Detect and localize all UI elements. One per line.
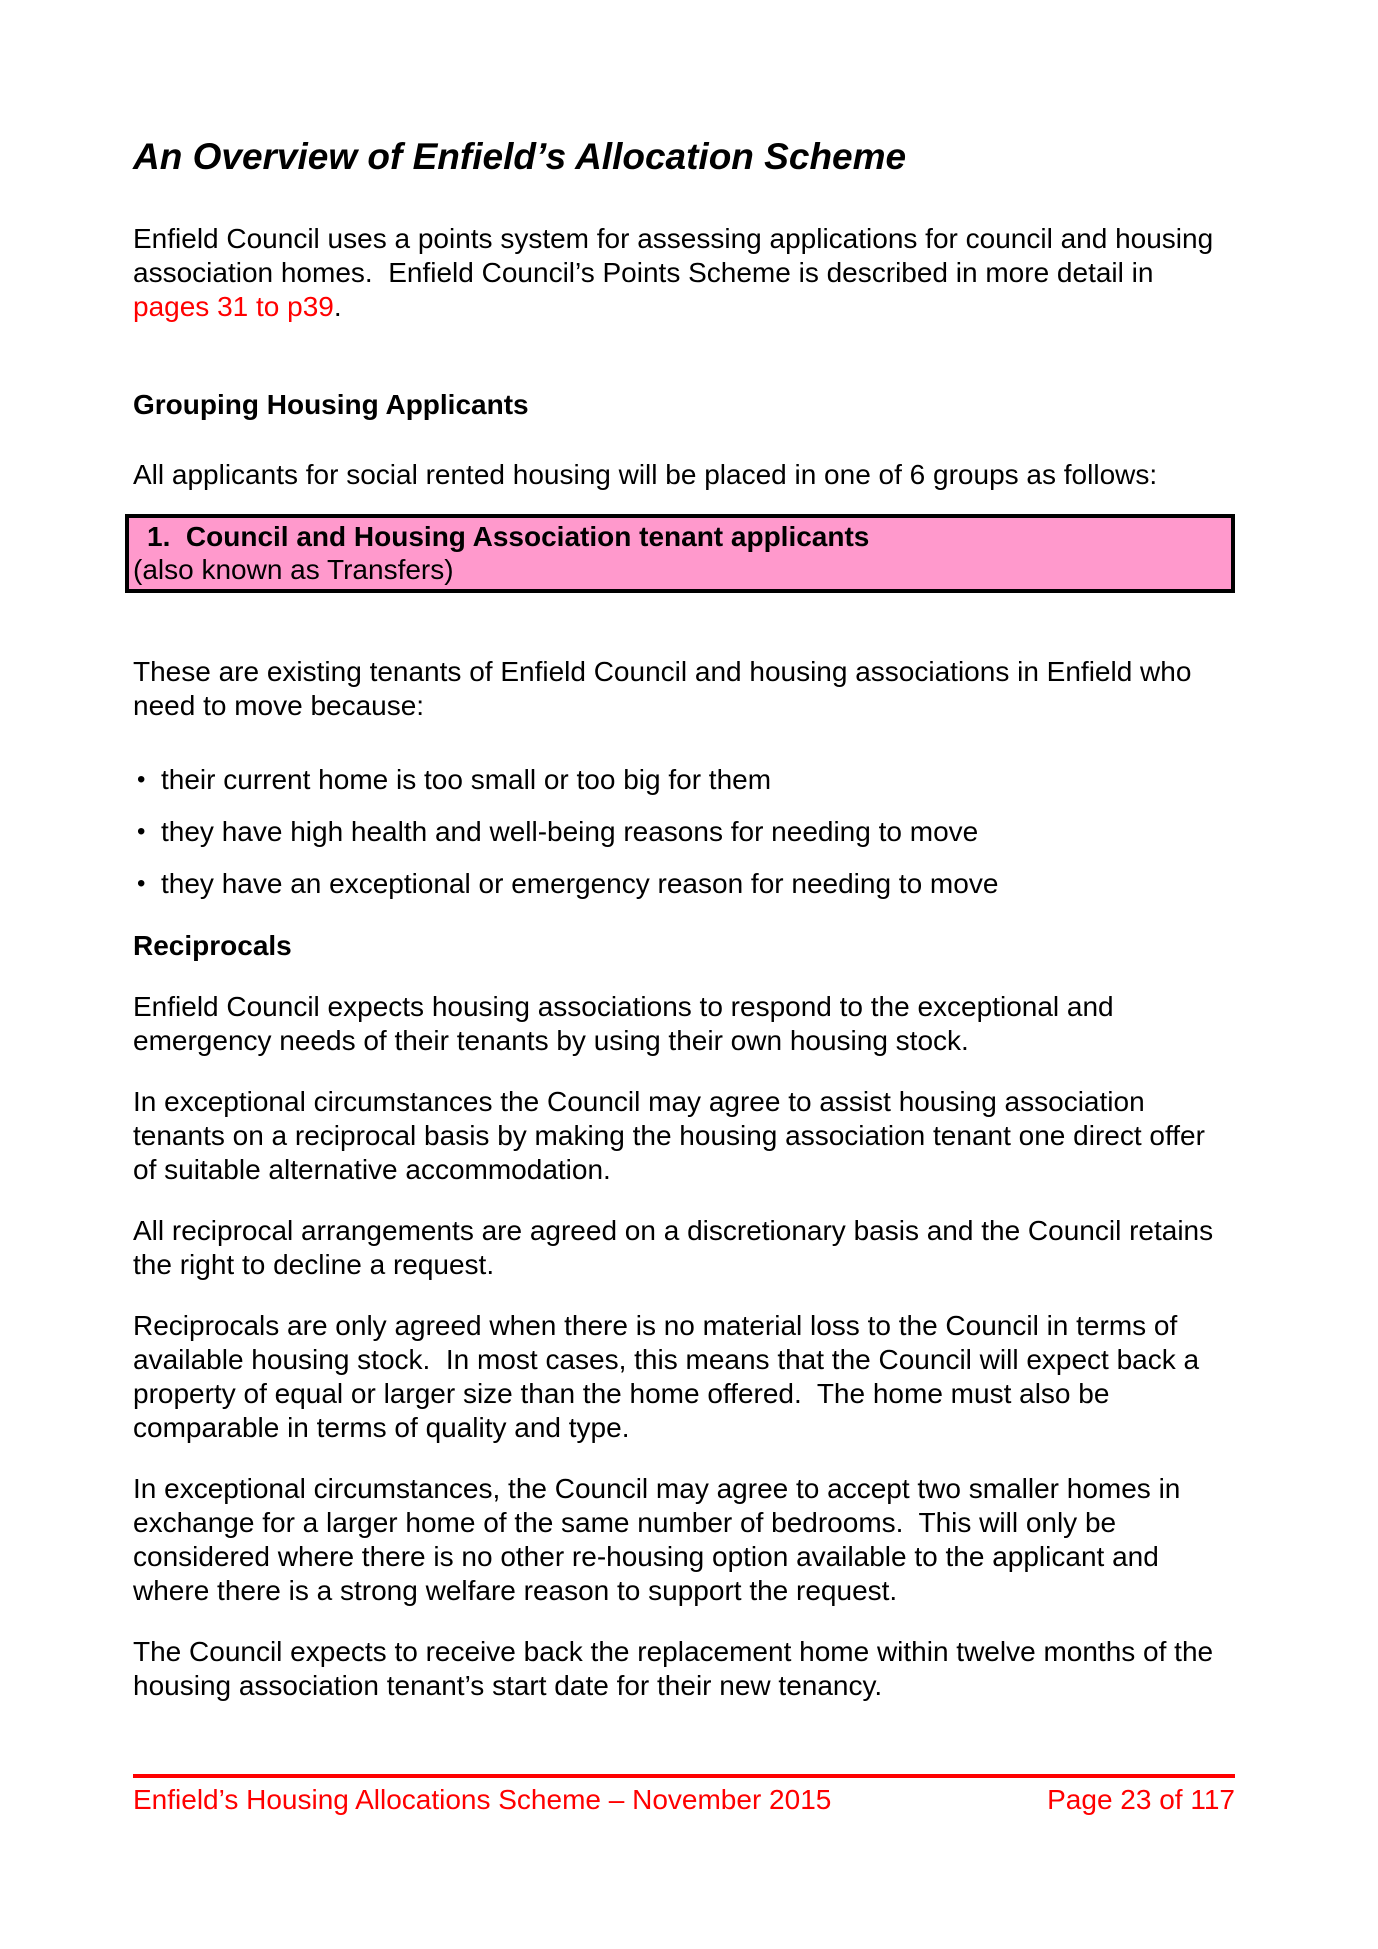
grouping-intro-text: All applicants for social rented housing will be placed in one of 6 groups as follows: [133, 459, 1158, 490]
paragraph: Reciprocals are only agreed when there is no material loss to the Council in terms of available housing stock. In most cases, this means that the Council will expect back a property of equal or larger size than the home offered. The home must also be comparable in terms of quality and type. [133, 1310, 1207, 1443]
bullet-icon: • [137, 818, 146, 845]
page-title: An Overview of Enfield’s Allocation Scheme [133, 136, 907, 177]
list-item-text: they have high health and well-being reasons for needing to move [161, 816, 979, 847]
intro-paragraph [133, 222, 1235, 324]
paragraph: In exceptional circumstances the Council may agree to assist housing association tenants on a reciprocal basis by making the housing association tenant one direct offer of suitable alternative accommodation. [133, 1086, 1213, 1185]
list-item [133, 815, 1235, 849]
group-1-title: 1. Council and Housing Association tenant applicants [147, 521, 870, 552]
reciprocals-heading: Reciprocals [133, 930, 292, 961]
footer-document-name: Enfield’s Housing Allocations Scheme – November 2015 [133, 1784, 832, 1815]
transfers-description: These are existing tenants of Enfield Council and housing associations in Enfield who need to move because: [133, 656, 1200, 721]
intro-text-end: . [333, 291, 342, 322]
intro-text: Enfield Council uses a points system for assessing applications for council and housing association homes. Enfield Council’s Points Scheme is described in more detail in [133, 223, 1221, 288]
bullet-icon: • [137, 870, 146, 897]
paragraph: The Council expects to receive back the replacement home within twelve months of the housing association tenant’s start date for their new tenancy. [133, 1636, 1221, 1701]
reciprocals-section [133, 990, 1235, 1703]
footer-page-number: Page 23 of 117 [1047, 1784, 1235, 1815]
paragraph: All reciprocal arrangements are agreed on a discretionary basis and the Council retains the right to decline a request. [133, 1215, 1221, 1280]
list-item-text: their current home is too small or too big for them [161, 764, 772, 795]
list-item [133, 763, 1235, 797]
list-item-text: they have an exceptional or emergency reason for needing to move [161, 868, 999, 899]
page-content [133, 0, 1235, 1703]
group-1-highlight-box [125, 514, 1235, 593]
page-reference-link[interactable]: pages 31 to p39 [133, 291, 334, 322]
bullet-icon: • [137, 766, 146, 793]
list-item [133, 867, 1235, 901]
paragraph: Enfield Council expects housing associations to respond to the exceptional and emergency needs of their tenants by using their own housing stock. [133, 991, 1122, 1056]
group-1-subtitle: (also known as Transfers) [133, 554, 454, 585]
transfer-reasons-list [133, 763, 1235, 901]
grouping-heading: Grouping Housing Applicants [133, 389, 529, 420]
page-footer [133, 1774, 1235, 1816]
paragraph: In exceptional circumstances, the Council may agree to accept two smaller homes in exchange for a larger home of the same number of bedrooms. This will only be considered where there is no other re-housing option available to the applicant and where there is a strong welfare reason to support the request. [133, 1473, 1189, 1606]
